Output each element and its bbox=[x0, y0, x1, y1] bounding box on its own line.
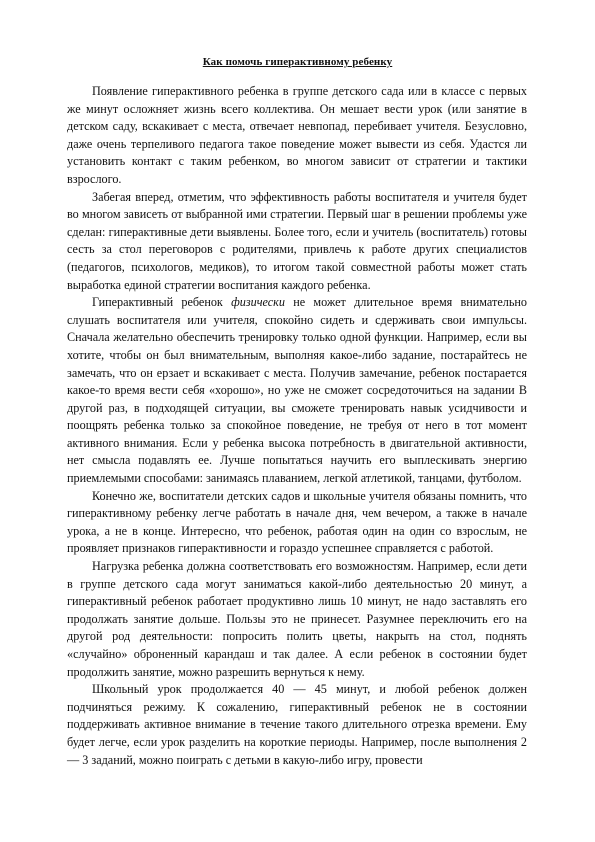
paragraph-text: Гиперактивный ребенок bbox=[92, 295, 232, 310]
paragraph-text: не может длительное время внимательно слушать воспитателя или учителя, спокойно сидеть и сдерживать свои импульсы. Сначала желательно обеспечить тренировку только одной функции. Например, если вы хотите, чтобы он был внимательным, выполняя какое-либо задание, постарайтесь не замечать, что он ерзает и вскакивает с места. Получив замечание, ребенок постарается какое-то время вести себя «хорошо», но уже не сможет сосредоточиться на задании В другой раз, в подходящей ситуации, вы сможете тренировать навык усидчивости и поощрять ребенка только за спокойное поведение, не требуя от него в тот момент активного внимания. Если у ребенка высока потребность в двигательной активности, нет смысла подавлять ее. Лучше попытаться научить его выплескивать энергию приемлемыми способами: занимаясь плаванием, легкой атлетикой, танцами, футболом. bbox=[67, 295, 528, 486]
paragraph: Нагрузка ребенка должна соответствовать его возможностям. Например, если дети в группе детского сада могут заниматься какой-либо деятельностью 20 минут, а гиперактивный ребенок работает продуктивно лишь 10 минут, не надо заставлять его продолжать занятие дольше. Пользы это не принесет. Разумнее переключить его на другой род деятельности: попросить полить цветы, накрыть на стол, поднять «случайно» оброненный карандаш и так далее. А если ребенок в состоянии будет продолжить занятие, можно разрешить вернуться к нему. bbox=[67, 559, 527, 679]
paragraph: Появление гиперактивного ребенка в группе детского сада или в классе с первых же минут осложняет жизнь всего коллектива. Он мешает вести урок (или занятие в детском саду, вскакивает с места, отвечает невпопад, перебивает учителя. Безусловно, даже очень терпеливого педагога такое поведение может вывести из себя. Удастся ли установить контакт с таким ребенком, во многом зависит от стратегии и тактики взрослого. bbox=[67, 84, 527, 186]
document-body bbox=[67, 83, 527, 769]
emphasis-text: физически bbox=[231, 295, 285, 310]
paragraph: Школьный урок продолжается 40 — 45 минут, и любой ребенок должен подчиняться режиму. К сожалению, гиперактивный ребенок не в состоянии поддерживать активное внимание в течение такого длительного отрезка времени. Ему будет легче, если урок разделить на короткие периоды. Например, после выполнения 2 — 3 заданий, можно поиграть с детьми в какую-либо игру, провести bbox=[67, 682, 527, 767]
paragraph: Конечно же, воспитатели детских садов и школьные учителя обязаны помнить, что гиперактивному ребенку легче работать в начале дня, чем вечером, а также в начале урока, а не в конце. Интересно, что ребенок, работая один на один со взрослым, не проявляет признаков гиперактивности и гораздо успешнее справляется с работой. bbox=[67, 488, 527, 556]
paragraph bbox=[67, 294, 527, 488]
document-title: Как помочь гиперактивному ребенку bbox=[202, 56, 393, 68]
paragraph: Забегая вперед, отметим, что эффективность работы воспитателя и учителя будет во многом зависеть от выбранной ими стратегии. Первый шаг в решении проблемы уже сделан: гиперактивные дети выявлены. Более того, если и учитель (воспитатель) готовы сесть за стол переговоров с родителями, привлечь к работе других специалистов (педагогов, психологов, медиков), то итогом такой совместной работы может стать выработка единой стратегии воспитания каждого ребенка. bbox=[67, 189, 527, 292]
